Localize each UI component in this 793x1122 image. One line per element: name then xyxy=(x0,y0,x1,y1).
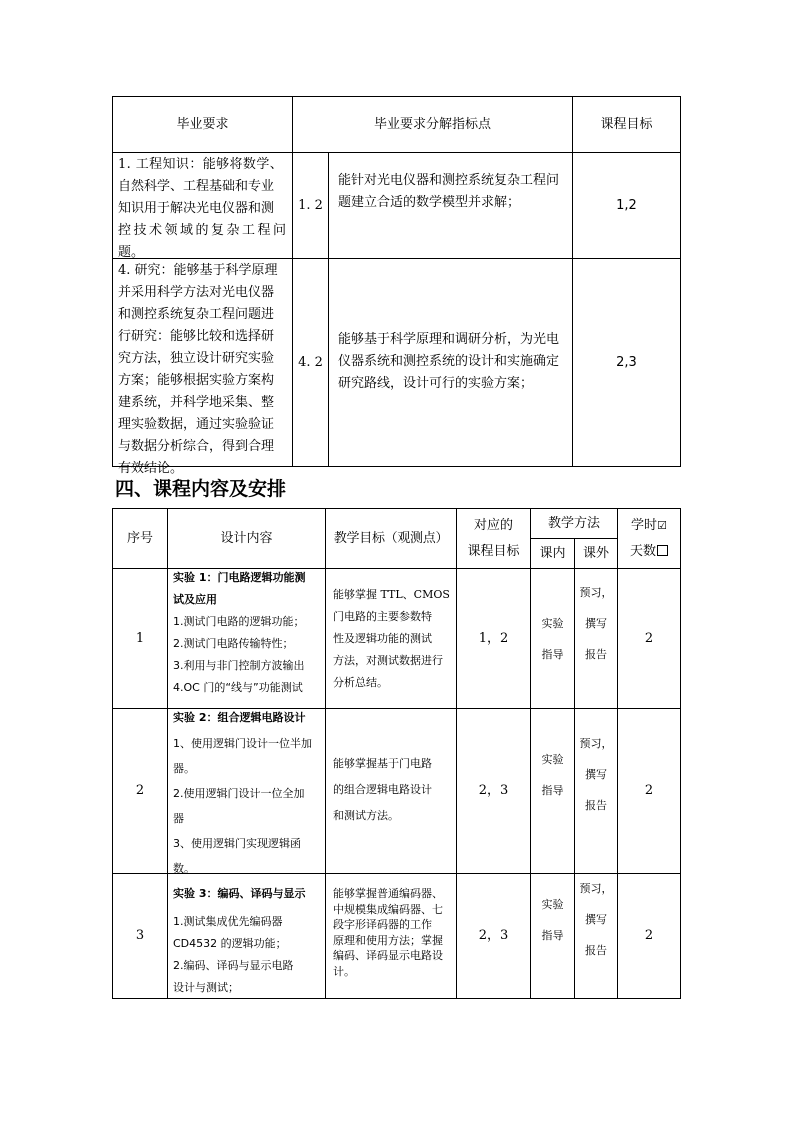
text-line: 知识用于解决光电仪器和测 xyxy=(118,201,275,216)
text-line: 建系统，并科学地采集、整 xyxy=(118,395,275,410)
content-item: 4.OC 门的“线与”功能测试 xyxy=(173,681,303,694)
teaching-objective xyxy=(333,751,455,829)
text-line: 实验 xyxy=(541,617,564,630)
content-item: 2.使用逻辑门设计一位全加 xyxy=(173,787,305,800)
content-item: 数。 xyxy=(173,862,195,875)
experiment-title: 实验 1：门电路逻辑功能测 xyxy=(173,571,306,584)
text-line: 能够掌握 TTL、CMOS xyxy=(333,588,450,601)
teaching-objective xyxy=(333,584,455,694)
text-line: 对应的 xyxy=(473,518,513,533)
section-heading: 四、课程内容及安排 xyxy=(115,478,287,500)
header-design-content: 设计内容 xyxy=(220,530,273,546)
requirement-text xyxy=(118,260,290,480)
content-item: CD4532 的逻辑功能； xyxy=(173,937,287,950)
course-goal-value: 1，2 xyxy=(478,630,509,646)
hours-value: 2 xyxy=(644,783,654,798)
design-content xyxy=(173,883,325,999)
text-line: 报告 xyxy=(585,799,607,812)
text-line: 并采用科学方法对光电仪器 xyxy=(118,285,275,300)
in-class-method xyxy=(531,744,574,806)
text-line: 门电路的主要参数特 xyxy=(333,610,432,623)
content-item: 器。 xyxy=(173,762,195,775)
text-line: 究方法，独立设计研究实验 xyxy=(118,351,275,366)
text-line: 分析总结。 xyxy=(333,676,388,689)
teaching-objective xyxy=(333,886,455,979)
text-line: 指导 xyxy=(541,929,564,942)
header-after-class: 课外 xyxy=(582,545,609,561)
text-line: 撰写 xyxy=(585,617,607,630)
text-line: 的组合逻辑电路设计 xyxy=(333,783,432,796)
hours-value: 2 xyxy=(644,630,654,646)
text-line: 和测控系统复杂工程问题进 xyxy=(118,307,275,322)
text-line: 计。 xyxy=(333,964,355,978)
text-line: 预习， xyxy=(579,882,613,895)
header-teaching-objective: 教学目标（观测点） xyxy=(333,530,449,546)
header-number: 序号 xyxy=(126,530,153,546)
checked-box-icon: ☑ xyxy=(657,519,667,532)
content-item: 3.利用与非门控制方波输出 xyxy=(173,659,305,672)
text-line: 研究路线，设计可行的实验方案； xyxy=(338,376,534,391)
content-item: 器 xyxy=(173,812,184,825)
header-in-class: 课内 xyxy=(539,545,566,561)
text-line: 实验 xyxy=(541,753,564,766)
indicator-number: 1. 2 xyxy=(298,197,323,213)
text-line: 和测试方法。 xyxy=(333,809,399,822)
requirement-text xyxy=(118,154,290,264)
text-line: 方法，对测试数据进行 xyxy=(333,654,443,667)
row-number: 3 xyxy=(135,928,145,943)
text-line: 能够基于科学原理和调研分析，为光电 xyxy=(338,332,560,347)
experiment-title: 试及应用 xyxy=(173,593,217,606)
in-class-method xyxy=(531,608,574,670)
text-line: 行研究：能够比较和选择研 xyxy=(118,329,275,344)
text-line: 撰写 xyxy=(585,913,607,926)
header-hours-days xyxy=(618,513,680,565)
text-line: 理实验数据，通过实验验证 xyxy=(118,417,275,432)
text-line: 中规模集成编码器、七 xyxy=(333,902,443,916)
design-content xyxy=(173,567,325,699)
text-line: 能够掌握普通编码器、 xyxy=(333,887,443,900)
text-line: 自然科学、工程基础和专业 xyxy=(118,179,275,194)
content-item: 2.测试门电路传输特性； xyxy=(173,637,294,650)
text-line: 预习， xyxy=(579,586,613,599)
row-number: 1 xyxy=(135,630,145,646)
header-course-goal: 课程目标 xyxy=(600,116,653,132)
content-item: 2.编码、译码与显示电路 xyxy=(173,959,294,972)
text-line: 仪器系统和测控系统的设计和实施确定 xyxy=(338,354,560,369)
text-line: 与数据分析综合，得到合理 xyxy=(118,439,275,454)
text-line: 能够掌握基于门电路 xyxy=(333,757,432,770)
text-line: 撰写 xyxy=(585,768,607,781)
text-line: 1. 工程知识：能够将数学、 xyxy=(118,157,284,172)
header-graduation-requirement: 毕业要求 xyxy=(176,116,229,132)
content-item: 1.测试门电路的逻辑功能； xyxy=(173,615,305,628)
course-goal-value: 2，3 xyxy=(478,783,509,798)
text-line: 题建立合适的数学模型并求解； xyxy=(338,195,521,210)
content-item: 1、使用逻辑门设计一位半加 xyxy=(173,737,312,750)
indicator-number: 4. 2 xyxy=(298,354,323,370)
text-line: 实验 xyxy=(541,898,564,911)
text-line: 报告 xyxy=(585,648,607,661)
hours-option xyxy=(618,513,680,539)
course-goal-value: 2,3 xyxy=(616,354,637,370)
in-class-method xyxy=(531,889,574,951)
text-line: 学时 xyxy=(631,518,658,533)
text-line: 课程目标 xyxy=(467,544,520,559)
header-course-goal xyxy=(457,513,530,565)
text-line: 编码、译码显示电路设 xyxy=(333,949,443,962)
content-item: 1.测试集成优先编码器 xyxy=(173,915,283,928)
text-line: 指导 xyxy=(541,784,564,797)
text-line: 天数 xyxy=(629,544,656,559)
text-line: 报告 xyxy=(585,944,607,957)
header-indicator-points: 毕业要求分解指标点 xyxy=(373,116,491,132)
header-teaching-method: 教学方法 xyxy=(547,515,600,531)
after-class-method xyxy=(575,577,617,670)
experiment-title: 实验 3：编码、译码与显示 xyxy=(173,887,306,900)
days-option xyxy=(618,539,680,565)
text-line: 性及逻辑功能的测试 xyxy=(333,632,432,645)
course-goal-value: 1,2 xyxy=(616,197,637,213)
text-line: 原理和使用方法；掌握 xyxy=(333,933,443,947)
row-number: 2 xyxy=(135,783,145,798)
text-line: 段字形译码器的工作 xyxy=(333,918,432,931)
text-line: 4. 研究：能够基于科学原理 xyxy=(118,263,278,278)
text-line: 方案；能够根据实验方案构 xyxy=(118,373,275,388)
experiment-title: 实验 2：组合逻辑电路设计 xyxy=(173,711,306,724)
indicator-text xyxy=(338,170,570,214)
text-line: 能针对光电仪器和测控系统复杂工程问 xyxy=(338,173,560,188)
indicator-text xyxy=(338,329,570,395)
text-line: 预习， xyxy=(579,737,613,750)
text-line: 有效结论。 xyxy=(118,461,184,476)
text-line: 题。 xyxy=(118,245,145,260)
course-goal-value: 2，3 xyxy=(478,928,509,943)
text-line: 控技术领域的复杂工程问 xyxy=(118,223,289,238)
text-line: 指导 xyxy=(541,648,564,661)
after-class-method xyxy=(575,728,617,821)
unchecked-box-icon xyxy=(657,545,668,556)
design-content xyxy=(173,707,325,881)
hours-value: 2 xyxy=(644,928,654,943)
content-item: 设计与测试； xyxy=(173,981,239,994)
content-item: 3、使用逻辑门实现逻辑函 xyxy=(173,837,301,850)
after-class-method xyxy=(575,873,617,966)
